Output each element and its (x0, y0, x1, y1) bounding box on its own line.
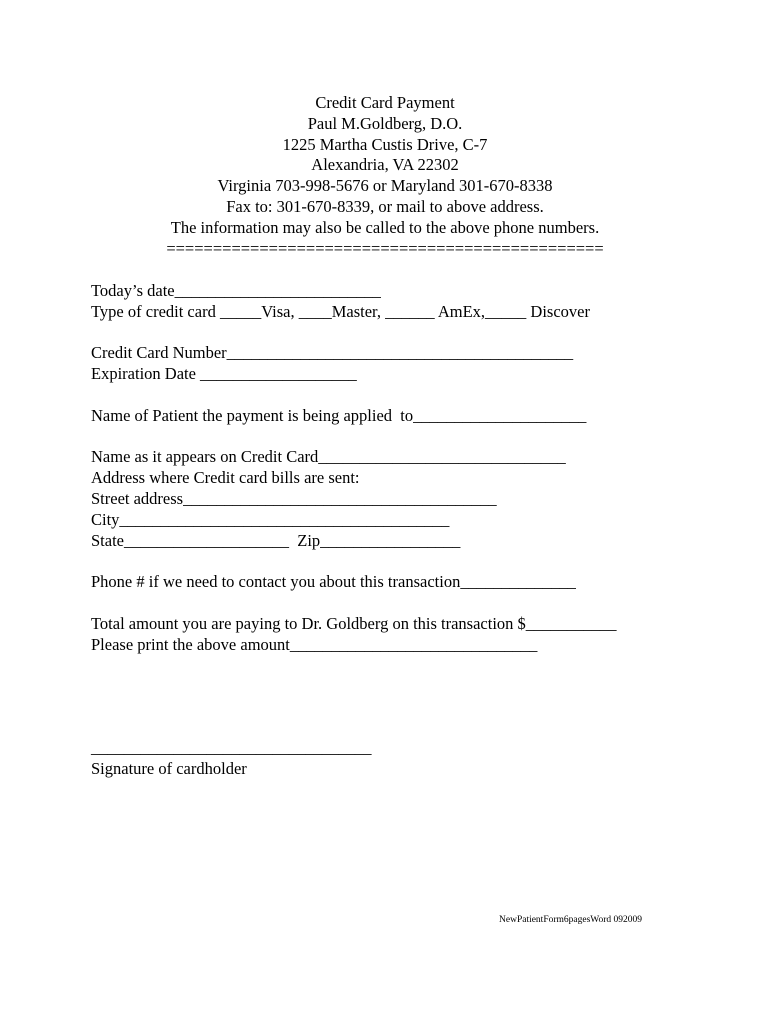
patient-name-field: Name of Patient the payment is being applied to_____________________ (91, 405, 587, 425)
city-field: City________________________________________ (91, 509, 450, 529)
signature-label: Signature of cardholder (91, 759, 247, 779)
todays-date-field: Today’s date_________________________ (91, 281, 381, 300)
street-address-field: Street address______________________________________ (91, 488, 497, 508)
state-zip-field: State____________________ Zip_________________ (91, 530, 461, 550)
contact-phone-field: Phone # if we need to contact you about this transaction______________ (91, 572, 576, 592)
signature-line: __________________________________ (91, 738, 372, 758)
card-number-field: Credit Card Number__________________________________________ (91, 343, 574, 363)
form-header (0, 93, 770, 259)
print-amount-field: Please print the above amount______________________________ (91, 634, 538, 654)
header-divider: =============================================== (166, 238, 604, 258)
total-amount-field: Total amount you are paying to Dr. Goldberg on this transaction $___________ (91, 613, 617, 633)
payment-form-body (91, 281, 751, 780)
card-type-field: Type of credit card _____Visa, ____Master, ______ AmEx,_____ Discover (91, 301, 590, 321)
doctor-name: Paul M.Goldberg, D.O. (307, 113, 463, 133)
phone-numbers: Virginia 703-998-5676 or Maryland 301-670-8338 (217, 176, 553, 196)
expiration-date-field: Expiration Date ___________________ (91, 364, 357, 384)
billing-address-label: Address where Credit card bills are sent: (91, 468, 360, 488)
form-title: Credit Card Payment (315, 93, 455, 112)
info-line: The information may also be called to the above phone numbers. (170, 217, 600, 237)
form-id-footer: NewPatientForm6pagesWord 092009 (499, 915, 643, 925)
fax-line: Fax to: 301-670-8339, or mail to above address. (226, 196, 544, 216)
address-line-1: 1225 Martha Custis Drive, C-7 (282, 134, 488, 154)
address-line-2: Alexandria, VA 22302 (311, 155, 459, 175)
name-on-card-field: Name as it appears on Credit Card______________________________ (91, 447, 566, 467)
